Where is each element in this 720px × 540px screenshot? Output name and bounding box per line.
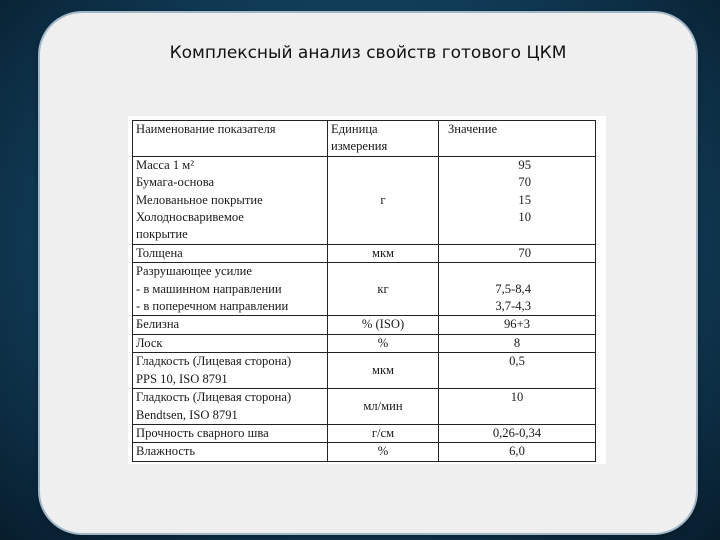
value-text: 7,5-8,4 (495, 281, 531, 296)
unit-text: мкм (371, 362, 395, 377)
value-text: 96+3 (504, 317, 530, 332)
parameter-name-line: - в поперечном направлении (136, 299, 289, 314)
value-text: 10 (510, 390, 524, 405)
cell-unit (328, 334, 439, 352)
cell-parameter-name (133, 263, 328, 316)
parameter-name-line: Мелованьное покрытие (136, 192, 263, 207)
slide-title: Комплексный анализ свойств готового ЦКМ (169, 43, 567, 63)
table-image-frame (128, 116, 606, 464)
unit-text: г (380, 192, 386, 207)
parameter-name-line: Толщена (136, 245, 183, 260)
table-row (133, 389, 596, 425)
cell-unit (328, 389, 439, 425)
unit-text: мкм (371, 245, 395, 260)
parameter-name-line: Bendtsen, ISO 8791 (136, 407, 238, 422)
cell-parameter-name (133, 424, 328, 442)
unit-text: мл/мин (363, 398, 403, 413)
value-text: 70 (518, 245, 531, 260)
parameter-name-line: Разрушающее усилие (136, 264, 252, 279)
cell-value (439, 244, 596, 262)
value-text: 6,0 (509, 444, 525, 459)
cell-parameter-name (133, 316, 328, 334)
parameter-name-line: Гладкость (Лицевая сторона) (136, 354, 292, 369)
table-row (133, 424, 596, 442)
parameter-name-line: Масса 1 м² (136, 157, 195, 172)
table-row (133, 353, 596, 389)
value-text: 8 (513, 335, 521, 350)
table-row (133, 334, 596, 352)
value-text: 0,5 (509, 354, 525, 369)
unit-text: кг (377, 281, 389, 296)
cell-parameter-name (133, 353, 328, 389)
unit-text: % (ISO) (361, 317, 405, 332)
parameter-name-line: Бумага-основа (136, 175, 215, 190)
header-name: Наименование показателя (133, 121, 328, 157)
parameter-name-line: Прочность сварного шва (136, 425, 269, 440)
parameter-name-line: Холодносваривемое (136, 210, 244, 225)
cell-parameter-name (133, 334, 328, 352)
cell-value (439, 263, 596, 316)
header-value-label: Значение (448, 122, 498, 136)
header-unit-line2: измерения (331, 139, 388, 154)
cell-value (439, 334, 596, 352)
parameter-name-line: покрытие (136, 227, 188, 242)
value-text: 15 (518, 192, 531, 207)
value-text: 0,26-0,34 (492, 425, 542, 440)
cell-parameter-name (133, 156, 328, 244)
table-header-row (133, 121, 596, 157)
header-unit (328, 121, 439, 157)
cell-value (439, 353, 596, 389)
cell-value (439, 424, 596, 442)
value-text: 10 (518, 210, 531, 225)
value-text: 70 (518, 175, 531, 190)
table-row (133, 263, 596, 316)
parameter-name-line: Гладкость (Лицевая сторона) (136, 390, 292, 405)
parameter-name-line: - в машинном направлении (136, 281, 282, 296)
parameter-name-line: Влажность (136, 444, 196, 459)
parameter-name-line: Белизна (136, 317, 180, 332)
table-row (133, 316, 596, 334)
cell-unit (328, 263, 439, 316)
table-row (133, 244, 596, 262)
cell-unit (328, 156, 439, 244)
unit-text: % (377, 444, 389, 459)
cell-unit (328, 244, 439, 262)
cell-value (439, 316, 596, 334)
table-row (133, 156, 596, 244)
cell-parameter-name (133, 244, 328, 262)
properties-table (132, 120, 596, 462)
cell-unit (328, 424, 439, 442)
cell-value (439, 156, 596, 244)
table-row (133, 443, 596, 461)
unit-text: % (377, 335, 389, 350)
cell-unit (328, 353, 439, 389)
slide-card (40, 13, 696, 533)
cell-parameter-name (133, 443, 328, 461)
cell-value (439, 443, 596, 461)
cell-value (439, 389, 596, 425)
header-unit-line1: Единица (331, 122, 378, 136)
parameter-name-line: Лоск (136, 335, 163, 350)
header-value (439, 121, 596, 157)
cell-unit (328, 443, 439, 461)
value-text: 3,7-4,3 (495, 299, 531, 314)
cell-unit (328, 316, 439, 334)
unit-text: г/см (371, 425, 395, 440)
cell-parameter-name (133, 389, 328, 425)
value-text: 95 (518, 157, 531, 172)
parameter-name-line: PPS 10, ISO 8791 (136, 371, 228, 386)
